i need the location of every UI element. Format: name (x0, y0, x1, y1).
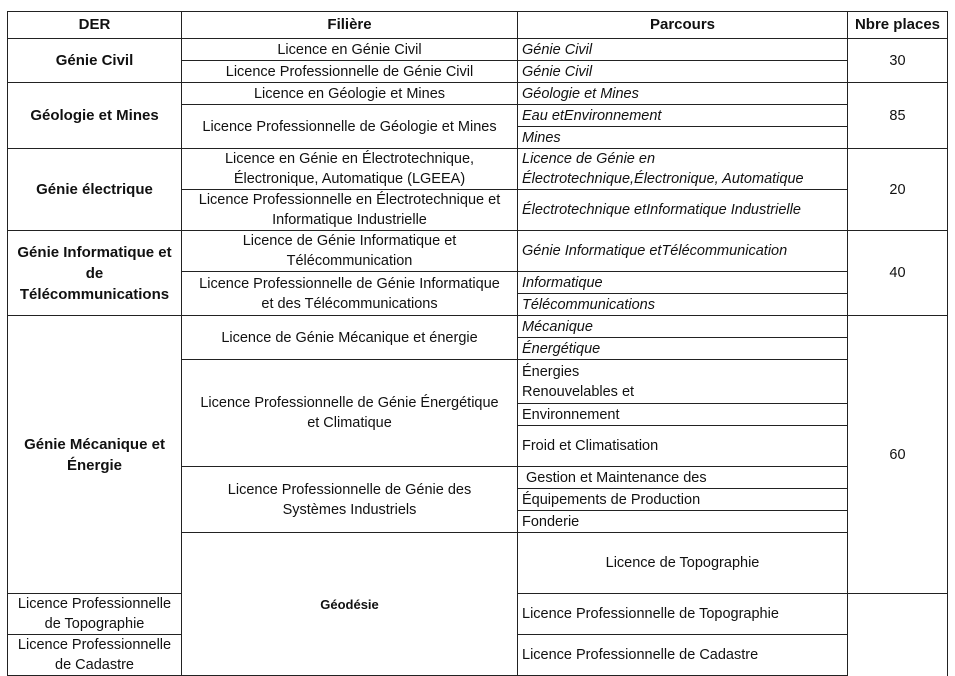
der-cell: Géologie et Mines (8, 83, 182, 149)
filiere-cell: Licence en Géologie et Mines (182, 83, 518, 105)
der-cell: Génie électrique (8, 149, 182, 231)
der-line: Génie Mécanique et (24, 435, 165, 453)
filiere-cell: Licence de Génie Mécanique et énergie (182, 316, 518, 360)
header-filiere: Filière (182, 12, 518, 39)
table-row (8, 39, 948, 61)
der-line: Génie Informatique et (17, 243, 172, 261)
filiere-cell: Licence Professionnelle de Géologie et Mines (182, 105, 518, 149)
parcours-cell (518, 360, 848, 404)
parcours-cell: Informatique (518, 272, 848, 294)
header-row (8, 12, 948, 39)
places-cell: 20 (848, 149, 948, 231)
filiere-line: Informatique Industrielle (272, 212, 427, 228)
header-der: DER (8, 12, 182, 39)
programs-table-container (7, 11, 948, 676)
parcours-line: Renouvelables et (522, 383, 635, 400)
parcours-cell: Géologie et Mines (518, 83, 848, 105)
filiere-line: Licence Professionnelle de Génie des (227, 481, 472, 498)
places-cell: 40 (848, 231, 948, 316)
parcours-cell: Génie Informatique etTélécommunication (518, 231, 848, 272)
filiere-line: Licence en Génie en Électrotechnique, (224, 151, 475, 167)
filiere-line: Électronique, Automatique (LGEEA) (233, 171, 466, 187)
places-cell: 60 (848, 316, 948, 594)
parcours-cell: Licence Professionnelle de Topographie (518, 594, 848, 635)
parcours-cell: Électrotechnique etInformatique Industrielle (518, 190, 848, 231)
filiere-line: Licence de Génie Informatique et (242, 233, 457, 249)
parcours-cell: Gestion et Maintenance des (518, 467, 848, 489)
der-cell: Génie Civil (8, 39, 182, 83)
parcours-cell: Licence Professionnelle de Cadastre (518, 635, 848, 676)
filiere-cell: Licence Professionnelle de Génie Civil (182, 61, 518, 83)
filiere-cell: Licence Professionnelle de Cadastre (8, 635, 182, 676)
filiere-line: Télécommunication (286, 253, 413, 269)
der-line: de (85, 264, 104, 282)
filiere-line: Systèmes Industriels (282, 501, 417, 518)
parcours-cell: Froid et Climatisation (518, 426, 848, 467)
header-parcours: Parcours (518, 12, 848, 39)
places-cell: 85 (848, 83, 948, 149)
filiere-cell (182, 190, 518, 231)
filiere-line: Licence Professionnelle de Génie Énergétique (200, 395, 499, 411)
der-cell (8, 231, 182, 316)
filiere-line: et des Télécommunications (261, 295, 438, 312)
filiere-line: Licence Professionnelle de Génie Informatique (199, 275, 500, 292)
filiere-cell: Licence Professionnelle de Topographie (8, 594, 182, 635)
filiere-cell (182, 467, 518, 533)
table-row (8, 231, 948, 272)
table-row (8, 149, 948, 190)
parcours-cell: Mécanique (518, 316, 848, 338)
parcours-cell: Fonderie (518, 511, 848, 533)
parcours-cell: Équipements de Production (518, 489, 848, 511)
header-places: Nbre places (848, 12, 948, 39)
filiere-cell: Licence en Génie Civil (182, 39, 518, 61)
filiere-cell (182, 360, 518, 467)
table-row (8, 316, 948, 338)
filiere-line: et Climatique (307, 415, 392, 431)
der-line: Énergie (66, 456, 123, 474)
parcours-cell: Environnement (518, 404, 848, 426)
programs-table (7, 11, 948, 676)
filiere-line: Licence Professionnelle en Électrotechnique et (198, 192, 501, 208)
der-cell: Géodésie (182, 533, 518, 676)
table-row (8, 83, 948, 105)
parcours-line: Énergies (522, 363, 580, 380)
parcours-cell (518, 149, 848, 190)
parcours-line: Électrotechnique,Électronique, Automatique (522, 171, 804, 187)
der-cell (8, 316, 182, 594)
parcours-cell: Génie Civil (518, 61, 848, 83)
parcours-cell: Génie Civil (518, 39, 848, 61)
places-cell: 30 (848, 39, 948, 83)
filiere-cell (182, 149, 518, 190)
filiere-cell: Licence de Topographie (518, 533, 848, 594)
filiere-cell (182, 231, 518, 272)
parcours-cell: Eau etEnvironnement (518, 105, 848, 127)
filiere-cell (182, 272, 518, 316)
parcours-cell: Mines (518, 127, 848, 149)
der-line: Télécommunications (19, 285, 170, 303)
parcours-cell: Télécommunications (518, 294, 848, 316)
parcours-line: Licence de Génie en (522, 151, 656, 167)
parcours-cell: Énergétique (518, 338, 848, 360)
